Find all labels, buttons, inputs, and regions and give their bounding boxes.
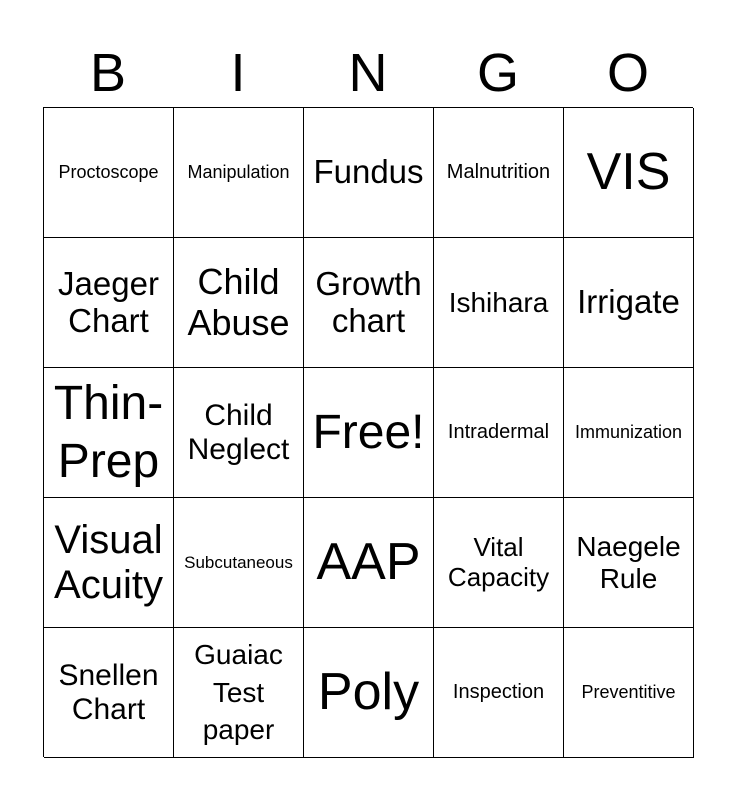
cell-label: Free! [312, 405, 425, 459]
cell-label: Ishihara [448, 286, 549, 318]
bingo-cell[interactable] [304, 108, 434, 238]
bingo-cell[interactable] [564, 108, 694, 238]
bingo-cell[interactable] [564, 238, 694, 368]
cell-label: Naegele Rule [576, 531, 681, 594]
bingo-cell[interactable] [304, 498, 434, 628]
bingo-cell[interactable] [564, 368, 694, 498]
bingo-cell[interactable] [44, 238, 174, 368]
cell-label: Poly [317, 663, 420, 722]
header-letter-g: G [476, 43, 519, 103]
cell-label: Fundus [313, 153, 424, 191]
cell-label: Jaeger Chart [58, 264, 159, 339]
bingo-cell[interactable] [174, 238, 304, 368]
cell-label: Snellen Chart [58, 658, 159, 726]
cell-label: Subcutaneous [184, 552, 293, 572]
bingo-cell[interactable] [44, 498, 174, 628]
cell-label: Preventitive [581, 682, 676, 703]
cell-label: Visual Acuity [54, 517, 163, 607]
cell-label: Malnutrition [446, 161, 551, 184]
cell-label: VIS [586, 143, 671, 202]
header-letter-o: O [606, 43, 649, 103]
bingo-cell[interactable] [434, 498, 564, 628]
cell-label: Thin-Prep [53, 376, 164, 488]
bingo-cell[interactable] [304, 368, 434, 498]
cell-label: Guaiac Test paper [194, 638, 283, 746]
header-letter-b: B [89, 43, 127, 103]
cell-label: Vital Capacity [447, 532, 550, 592]
bingo-cell[interactable] [304, 628, 434, 758]
bingo-header [43, 38, 693, 108]
bingo-cell[interactable] [44, 628, 174, 758]
bingo-cell[interactable] [564, 628, 694, 758]
bingo-cell[interactable] [564, 498, 694, 628]
cell-label: AAP [316, 533, 421, 592]
bingo-cell[interactable] [174, 628, 304, 758]
bingo-cell[interactable] [434, 628, 564, 758]
bingo-cell[interactable] [174, 368, 304, 498]
cell-label: Intradermal [447, 421, 550, 444]
cell-label: Inspection [452, 681, 545, 704]
bingo-cell[interactable] [174, 498, 304, 628]
cell-label: Immunization [574, 422, 683, 443]
bingo-board [43, 107, 693, 757]
header-letter-i: I [230, 43, 246, 103]
bingo-cell[interactable] [44, 368, 174, 498]
header-letter-n: N [348, 43, 388, 103]
bingo-cell[interactable] [44, 108, 174, 238]
cell-label: Child Abuse [187, 261, 290, 343]
cell-label: Manipulation [187, 162, 290, 183]
bingo-cell[interactable] [434, 108, 564, 238]
bingo-cell[interactable] [434, 238, 564, 368]
cell-label: Growth chart [315, 264, 422, 339]
bingo-cell[interactable] [174, 108, 304, 238]
bingo-cell[interactable] [304, 238, 434, 368]
bingo-cell[interactable] [434, 368, 564, 498]
cell-label: Irrigate [577, 283, 680, 321]
cell-label: Proctoscope [58, 162, 159, 183]
cell-label: Child Neglect [187, 398, 290, 466]
